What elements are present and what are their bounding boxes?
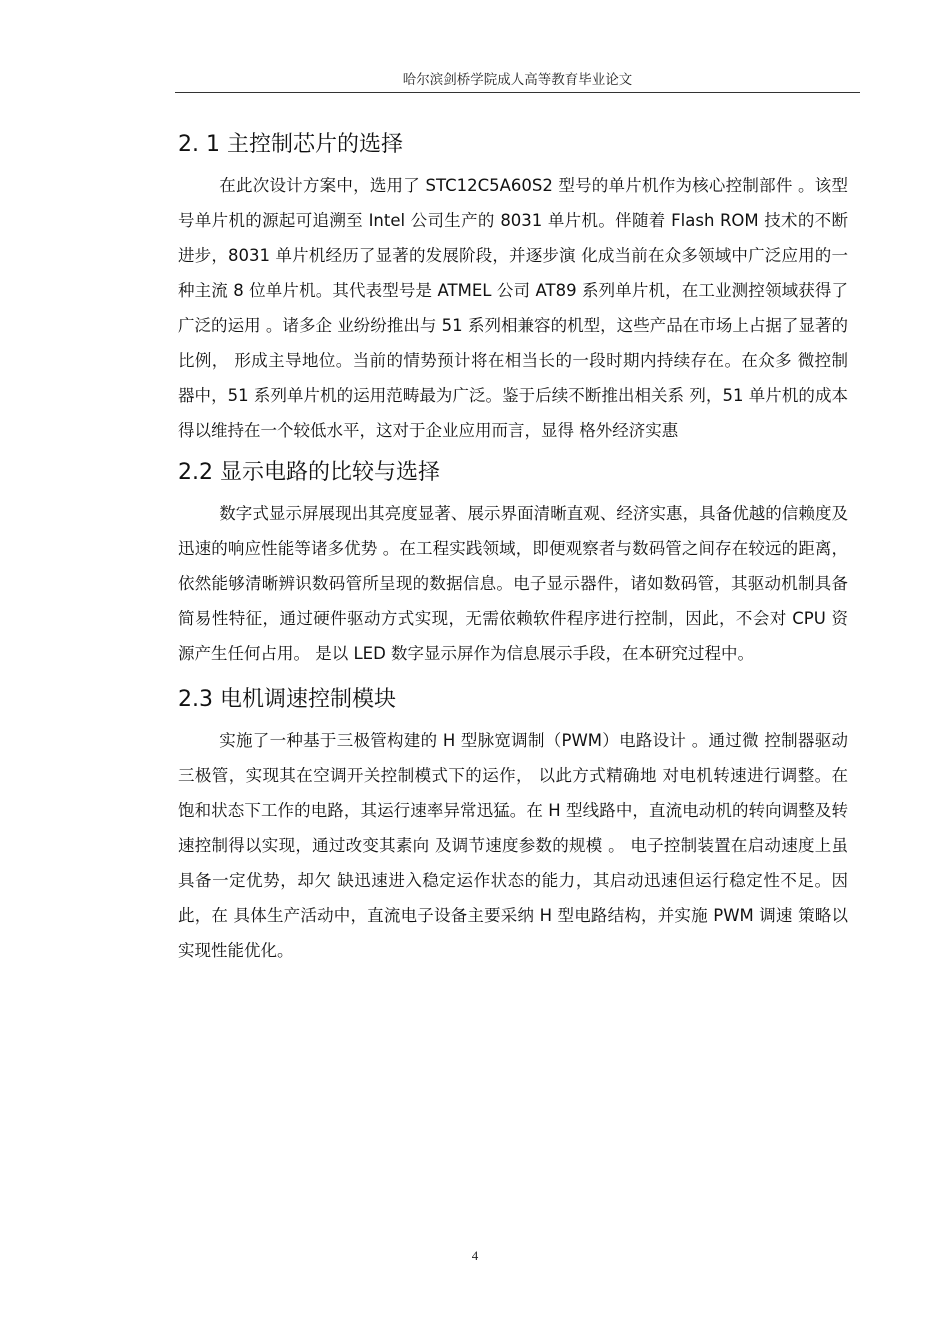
section-paragraph-2-1: 在此次设计方案中，选用了 STC12C5A60S2 型号的单片机作为核心控制部件 。该型号单片机的源起可追溯至 Intel 公司生产的 8031 单片机。伴随着 Flash ROM 技术的不断进步，8031 单片机经历了显著的发展阶段，并逐步演 化成当前在众多领域中广泛应用的一种主流 8 位单片机。其代表型号是 ATMEL 公司 AT89 系列单片机，在工业测控领域获得了广泛的运用 。诸多企 业纷纷推出与 51 系列相兼容的机型，这些产品在市场上占据了显著的比例， 形成主导地位。当前的情势预计将在相当长的一段时期内持续存在。在众多 微控制器中，51 系列单片机的运用范畴最为广泛。鉴于后续不断推出相关系 列，51 单片机的成本得以维持在一个较低水平，这对于企业应用而言，显得 格外经济实惠 [178, 176, 848, 440]
document-body [178, 128, 848, 968]
page-number: 4 [471, 1248, 479, 1263]
running-header: 哈尔滨剑桥学院成人高等教育毕业论文 [402, 72, 633, 88]
section-heading-2-3: 2.3 电机调速控制模块 [178, 687, 396, 712]
header-divider [175, 92, 860, 93]
section-heading-2-1: 2. 1 主控制芯片的选择 [178, 132, 403, 157]
section-heading-2-2: 2.2 显示电路的比较与选择 [178, 460, 440, 485]
section-paragraph-2-3: 实施了一种基于三极管构建的 H 型脉宽调制（PWM）电路设计 。通过微 控制器驱动三极管，实现其在空调开关控制模式下的运作， 以此方式精确地 对电机转速进行调整。在饱和状态下工作的电路，其运行速率异常迅猛。在 H 型线路中，直流电动机的转向调整及转速控制得以实现，通过改变其素向 及调节速度参数的规模 。 电子控制装置在启动速度上虽具备一定优势，却欠 缺迅速进入稳定运作状态的能力，其启动迅速但运行稳定性不足。因此，在 具体生产活动中，直流电子设备主要采纳 H 型电路结构，并实施 PWM 调速 策略以实现性能优化。 [178, 731, 848, 960]
section-paragraph-2-2: 数字式显示屏展现出其亮度显著、展示界面清晰直观、经济实惠，具备优越的信赖度及迅速的响应性能等诸多优势 。在工程实践领域，即便观察者与数码管之间存在较远的距离，依然能够清晰辨识数码管所呈现的数据信息。电子显示器件，诸如数码管，其驱动机制具备简易性特征，通过硬件驱动方式实现，无需依赖软件程序进行控制，因此，不会对 CPU 资源产生任何占用。 是以 LED 数字显示屏作为信息展示手段，在本研究过程中。 [178, 504, 848, 663]
